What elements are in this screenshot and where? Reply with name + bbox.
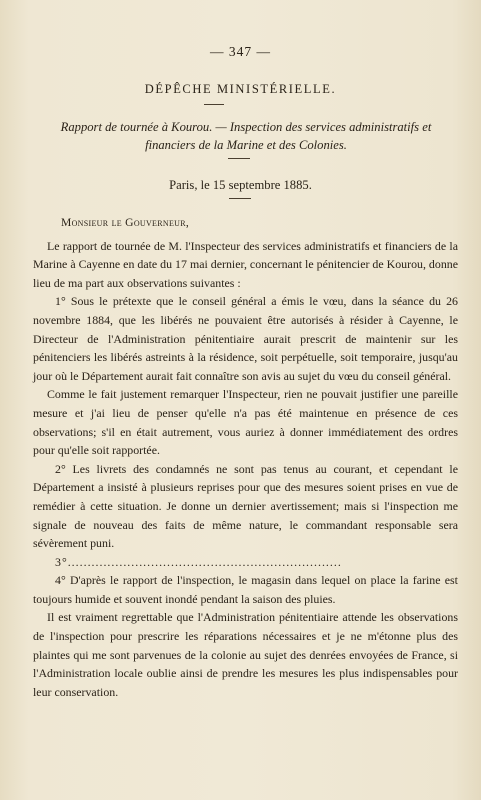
letter-body: [33, 214, 458, 701]
salutation: Monsieur le Gouverneur,: [61, 216, 190, 229]
dateline: Paris, le 15 septembre 1885.: [169, 178, 312, 192]
document-title: DÉPÊCHE MINISTÉRIELLE.: [144, 82, 337, 96]
paragraph-intro: Le rapport de tournée de M. l'Inspecteur des services administratifs et financiers de la Marine à Cayenne en date du 17 mai dernier, concernant le pénitencier de Kourou, donne lieu de ma part aux observations suivantes :: [33, 238, 458, 290]
paragraph-point-4: 4° D'après le rapport de l'inspection, le magasin dans lequel on place la farine est toujours humide et souvent inondé pendant la saison des pluies.: [33, 573, 458, 606]
title-rule: [204, 104, 224, 105]
paragraph-point-1: 1° Sous le prétexte que le conseil général a émis le vœu, dans la séance du 26 novembre 1884, que les libérés ne pouvaient être autorisés à résider à Cayenne, le Directeur de l'Administration pénitentiaire aurait prescrit de maintenir sur les pénitenciers les libérés astreints à la résidence, soit perpétuelle, soit temporaire, jusqu'au jour où le Département aurait fait connaître son avis au sujet du vœu du conseil général.: [33, 294, 458, 383]
paragraph-point-2: 2° Les livrets des condamnés ne sont pas tenus au courant, et cependant le Département a insisté à plusieurs reprises pour que des mesures soient prises en vue de remédier à cette situation. Je donne un dernier avertissement; mais si l'inspection me signale de nouveau des faits de même nature, le commandant responsable sera sévèrement puni.: [33, 461, 458, 551]
paragraph-conclusion: Il est vraiment regrettable que l'Administration pénitentiaire attende les observations de l'inspection pour prescrire les réparations nécessaires et je ne m'étonne plus des plaintes qui me sont parvenues de la colonie au sujet des denrées envoyées de France, si l'Administration locale oublie ainsi de prendre les mesures les plus indispensables pour leur conservation.: [33, 610, 458, 699]
page-number: — 347 —: [210, 44, 271, 59]
paragraph-remark: Comme le fait justement remarquer l'Inspecteur, rien ne pouvait justifier une pareille mesure et j'ai lieu de penser qu'elle n'a pas été maintenue en présence de ces observations; s'il en était autrement, vous auriez à donner immédiatement des ordres pour qu'elle soit rapportée.: [33, 387, 458, 458]
document-subtitle: Rapport de tournée à Kourou. — Inspection des services administratifs et financiers de la Marine et des Colonies.: [60, 120, 432, 152]
paragraph-point-3-omitted: 3°.....................................................................: [55, 554, 342, 569]
subtitle-rule: [228, 158, 250, 159]
dateline-rule: [229, 198, 251, 199]
